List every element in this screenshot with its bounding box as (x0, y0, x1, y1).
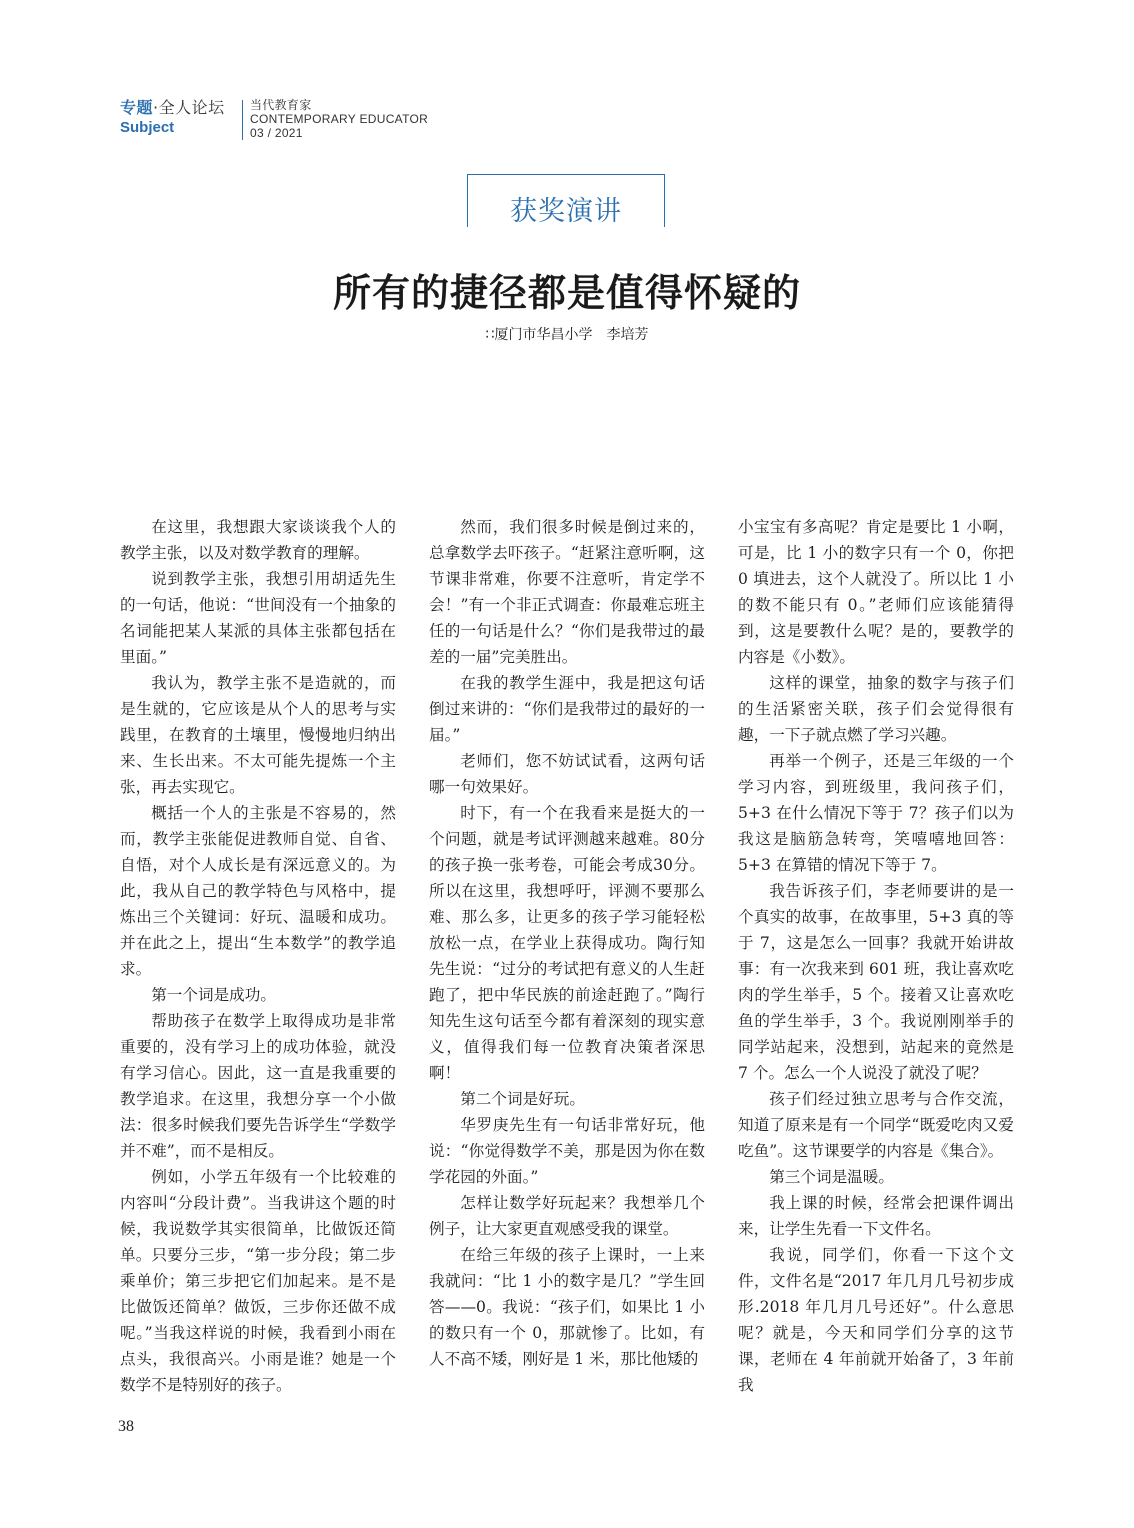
paragraph: 在这里，我想跟大家谈谈我个人的教学主张，以及对数学教育的理解。 (120, 518, 396, 562)
paragraph: 例如，小学五年级有一个比较难的内容叫“分段计费”。当我讲这个题的时候，我说数学其实很简单，比做饭还简单。只要分三步，“第一步分段；第二步乘单价；第三步把它们加起来。是不是比做饭还简单？做饭，三步你还做不成呢。”当我这样说的时候，我看到小雨在点头，我很高兴。小雨是谁？她是一个数学不是特别好的孩子。 (120, 1168, 396, 1394)
author-school: 厦门市华昌小学 (494, 327, 593, 343)
paragraph: 华罗庚先生有一句话非常好玩，他说：“你觉得数学不美，那是因为你在数学花园的外面。” (429, 1116, 705, 1186)
paragraph: 帮助孩子在数学上取得成功是非常重要的，没有学习上的成功体验，就没有学习信心。因此，这一直是我重要的教学追求。在这里，我想分享一个小做法：很多时候我们要先告诉学生“学数学并不难”，而不是相反。 (120, 1012, 396, 1160)
text-column-3 (738, 514, 1014, 1398)
subject-label: Subject (120, 119, 175, 136)
section-box: 获奖演讲 (467, 174, 665, 227)
section-label-accent: 专题 (120, 98, 154, 117)
byline-prefix: ∷ (485, 327, 495, 343)
article-title: 所有的捷径都是值得怀疑的 (332, 271, 801, 315)
paragraph: 老师们，您不妨试试看，这两句话哪一句效果好。 (429, 752, 705, 796)
paragraph: 在给三年级的孩子上课时，一上来我就问：“比 1 小的数字是几？”学生回答——0。我说：“孩子们，如果比 1 小的数只有一个 0，那就惨了。比如，有人不高不矮，刚好是 1 米，那比他矮的 (429, 1246, 705, 1368)
paragraph: 说到教学主张，我想引用胡适先生的一句话，他说：“世间没有一个抽象的名词能把某人某派的具体主张都包括在里面。” (120, 570, 396, 666)
paragraph: 在我的教学生涯中，我是把这句话倒过来讲的：“你们是我带过的最好的一届。” (429, 674, 705, 744)
forum-label: ·全人论坛 (153, 98, 225, 117)
paragraph: 第三个词是温暖。 (769, 1168, 894, 1186)
journal-info (250, 98, 428, 140)
text-column-2 (429, 514, 705, 1372)
paragraph: 时下，有一个在我看来是挺大的一个问题，就是考试评测越来越难。80分的孩子换一张考卷，可能会考成30分。所以在这里，我想呼吁，评测不要那么难、那么多，让更多的孩子学习能轻松放松一点，在学业上获得成功。陶行知先生说：“过分的考试把有意义的人生赶跑了，把中华民族的前途赶跑了。”陶行知先生这句话至今都有着深刻的现实意义，值得我们每一位教育决策者深思啊！ (429, 804, 705, 1082)
paragraph: 第一个词是成功。 (151, 986, 276, 1004)
paragraph: 我告诉孩子们，李老师要讲的是一个真实的故事，在故事里，5+3 真的等于 7，这是怎么一回事？我就开始讲故事：有一次我来到 601 班，我让喜欢吃肉的学生举手，5 个。接着又让喜欢吃鱼的学生举手，3 个。我说刚刚举手的同学站起来，没想到，站起来的竟然是 7 个。怎么一个人说没了就没了呢？ (738, 882, 1014, 1082)
paragraph: 这样的课堂，抽象的数字与孩子们的生活紧密关联，孩子们会觉得很有趣，一下子就点燃了学习兴趣。 (738, 674, 1014, 744)
paragraph: 概括一个人的主张是不容易的，然而，教学主张能促进教师自觉、自省、自悟，对个人成长是有深远意义的。为此，我从自己的教学特色与风格中，提炼出三个关键词：好玩、温暖和成功。并在此之上，提出“生本数学”的教学追求。 (120, 804, 396, 978)
paragraph: 我上课的时候，经常会把课件调出来，让学生先看一下文件名。 (738, 1194, 1014, 1238)
author-name: 李培芳 (606, 327, 649, 343)
column-label (120, 98, 240, 137)
text-column-1 (120, 514, 396, 1398)
journal-name-zh: 当代教育家 (250, 98, 312, 112)
paragraph: 我认为，教学主张不是造就的，而是生就的，它应该是从个人的思考与实践里，在教育的土壤里，慢慢地归纳出来、生长出来。不太可能先提炼一个主张，再去实现它。 (120, 674, 396, 796)
page-number: 38 (118, 1418, 134, 1435)
journal-name-en: CONTEMPORARY EDUCATOR (250, 112, 429, 126)
paragraph: 怎样让数学好玩起来？我想举几个例子，让大家更直观感受我的课堂。 (429, 1194, 705, 1238)
header-divider (242, 100, 243, 140)
byline (0, 324, 1134, 344)
section-label (120, 98, 240, 118)
paragraph: 再举一个例子，还是三年级的一个学习内容，到班级里，我问孩子们，5+3 在什么情况下等于 7？孩子们以为我这是脑筋急转弯，笑嘻嘻地回答：5+3 在算错的情况下等于 7。 (738, 752, 1014, 874)
paragraph: 第二个词是好玩。 (460, 1090, 585, 1108)
paragraph: 孩子们经过独立思考与合作交流，知道了原来是有一个同学“既爱吃肉又爱吃鱼”。这节课要学的内容是《集合》。 (738, 1090, 1014, 1160)
paragraph: 我说，同学们，你看一下这个文件，文件名是“2017 年几月几号初步成形.2018 年几月几号还好”。什么意思呢？就是，今天和同学们分享的这节课，老师在 4 年前就开始备了，3 年前我 (738, 1246, 1014, 1394)
issue-number: 03 / 2021 (250, 126, 303, 140)
paragraph-continued: 小宝宝有多高呢？肯定是要比 1 小啊，可是，比 1 小的数字只有一个 0，你把 0 填进去，这个人就没了。所以比 1 小的数不能只有 0。”老师们应该能猜得到，这是要教什么呢？是的，要教学的内容是《小数》。 (738, 518, 1014, 666)
paragraph: 然而，我们很多时候是倒过来的，总拿数学去吓孩子。“赶紧注意听啊，这节课非常难，你要不注意听，肯定学不会！”有一个非正式调查：你最难忘班主任的一句话是什么？“你们是我带过的最差的一届”完美胜出。 (429, 518, 705, 666)
